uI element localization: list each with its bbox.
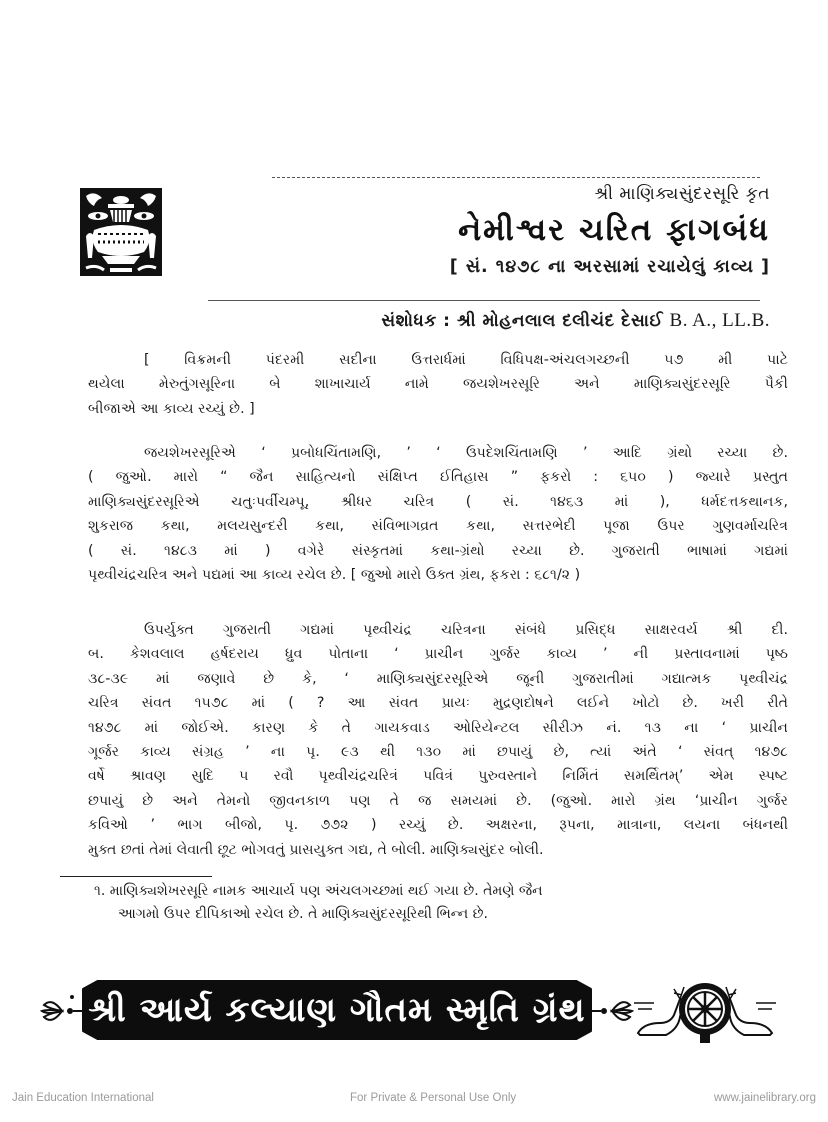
footnote-line: ૧. માણિક્યશેખરસૂરિ નામક આચાર્ય પણ અંચલગચ્છમાં થઈ ગયા છે. તેમણે જૈન — [94, 883, 543, 899]
text-line: વર્ષે શ્રાવણ સુદિ ૫ રવૌ પૃથ્વીચંદ્રચરિત્રં પવિત્રં પુરુવસ્તાને નિર્મિતં સમર્થિતમ્’ એમ સ્પષ્ટ — [88, 768, 788, 785]
lotus-flourish-icon — [40, 989, 84, 1033]
text-line: ૧૪૭૮ માં જોઈએ. કારણ કે તે ગાયકવાડ ઓરિયેન્ટલ સીરીઝ નં. ૧૩ ના ‘ પ્રાચીન — [88, 719, 788, 736]
text-line: જયશેખરસૂરિએ ‘ પ્રબોધચિંતામણિ, ’ ‘ ઉપદેશચિંતામણિ ’ આદિ ગ્રંથો રચ્યા છે. — [144, 445, 788, 461]
kalash-emblem-icon — [80, 188, 162, 276]
footnote-line: આગમો ઉપર દીપિકાઓ રચેલ છે. તે માણિક્યસુંદરસૂરિથી ભિન્ન છે. — [118, 906, 488, 922]
dharma-chakra-deer-icon — [630, 975, 780, 1045]
text-line: મુક્ત છતાં તેમાં લેવાતી છૂટ ભોગવતું પ્રાસયુક્ત ગદ્ય, તે બોલી. માણિક્યસુંદર બોલી. — [88, 841, 544, 858]
page-title: નેમીશ્વર ચરિત ફાગબંધ — [458, 212, 770, 248]
text-line: માણિક્યસુંદરસૂરિએ ચતુઃપર્વીચમ્પૂ, શ્રીધર ચરિત્ર ( સં. ૧૪૬૩ માં ), ધર્મદત્તકથાનક, — [88, 493, 788, 510]
text-line: ગૂર્જર કાવ્ય સંગ્રહ ’ ના પૃ. ૯૩ થી ૧૩૦ માં છપાયું છે, ત્યાં અંતે ‘ સંવત્ ૧૪૭૮ — [88, 744, 788, 761]
editor-degree: B. A., LL.B. — [669, 310, 770, 331]
text-line: ( જુઓ. મારો “ જૈન સાહિત્યનો સંક્ષિપ્ત ઈતિહાસ ” ફકરો : ૬૫૦ ) જ્યારે પ્રસ્તુત — [88, 469, 788, 486]
text-line: થયેલા મેરુતુંગસૂરિના બે શાખાચાર્ય નામે જયશેખરસૂરિ અને માણિક્યસુંદરસૂરિ પૈકી — [88, 376, 788, 393]
footer-publisher: Jain Education International — [12, 1092, 154, 1104]
text-line: ઉપર્યુક્ત ગુજરાતી ગદ્યમાં પૃથ્વીચંદ્ર ચરિત્રના સંબંધે પ્રસિદ્ધ સાક્ષરવર્ય શ્રી દી. — [144, 622, 788, 638]
page-footer — [0, 1092, 828, 1112]
text-line: કવિઓ ’ ભાગ બીજો, પૃ. ૭૭૨ ) રચ્યું છે. અક્ષરના, રૂપના, માત્રાના, લયના બંધનથી — [88, 817, 788, 834]
top-dashed-rule — [272, 177, 760, 178]
body-paragraph — [88, 618, 788, 862]
intro-paragraph — [88, 348, 788, 421]
editor-credit — [381, 310, 770, 332]
subtitle-rule — [208, 300, 760, 301]
text-line: ( સં. ૧૪૮૩ માં ) વગેરે સંસ્કૃતમાં કથા-ગ્રંથો રચ્યા છે. ગુજરાતી ભાષામાં ગદ્યમાં — [88, 542, 788, 559]
footnote-rule — [60, 876, 212, 877]
footer-usage-note: For Private & Personal Use Only — [350, 1092, 517, 1104]
footer-website-link[interactable]: www.jainelibrary.org — [713, 1092, 816, 1104]
footnote — [94, 880, 734, 926]
text-line: પૃથ્વીચંદ્રચરિત્ર અને પદ્યમાં આ કાવ્ય રચેલ છે. [ જુઓ મારો ઉક્ત ગ્રંથ, ફકરા : ૬૮૧/૨ ) — [88, 567, 581, 584]
editor-name: સંશોધક : શ્રી મોહનલાલ દલીચંદ દેસાઈ — [381, 311, 664, 331]
text-line: શુકરાજ કથા, મલયસુન્દરી કથા, સંવિભાગવ્રત કથા, સત્તરભેદી પૂજા ઉપર ગુણવર્માચરિત્ર — [88, 518, 788, 535]
text-line: છપાયું છે અને તેમનો જીવનકાળ પણ તે જ સમયમાં છે. (જુઓ. મારો ગ્રંથ ‘પ્રાચીન ગુર્જર — [88, 792, 788, 809]
attribution-line: શ્રી માણિક્યસુંદરસૂરિ કૃત — [594, 184, 770, 204]
lotus-flourish-icon — [590, 989, 634, 1033]
text-line: ૩૮-૩૯ માં જણાવે છે કે, ‘ માણિક્યસુંદરસૂરિએ જૂની ગુજરાતીમાં ગદ્યાત્મક પૃથ્વીચંદ્ર — [88, 670, 788, 687]
text-line: ચરિત્ર સંવત ૧૫૭૮ માં ( ? આ સંવત પ્રાયઃ મુદ્રણદોષને લઈને ખોટો છે. ખરી રીતે — [88, 695, 788, 712]
banner-text: શ્રી આર્ય કલ્યાણ ગૌતમ સ્મૃતિ ગ્રંથ — [88, 990, 586, 1030]
book-title-banner — [20, 975, 810, 1045]
page-subtitle: [ સં. ૧૪૭૮ ના અરસામાં રચાયેલું કાવ્ય ] — [449, 257, 770, 277]
text-line: [ વિક્રમની પંદરમી સદીના ઉત્તરાર્ધમાં વિધિપક્ષ-અંચલગચ્છની ૫૭ મી પાટે — [144, 352, 788, 368]
text-line: બ. કેશવલાલ હર્ષદરાય ધ્રુવ પોતાના ‘ પ્રાચીન ગુર્જર કાવ્ય ’ ની પ્રસ્તાવનામાં પૃષ્ઠ — [88, 646, 788, 663]
body-paragraph — [88, 441, 788, 587]
text-line: બીજાએ આ કાવ્ય રચ્યું છે. ] — [88, 400, 255, 417]
